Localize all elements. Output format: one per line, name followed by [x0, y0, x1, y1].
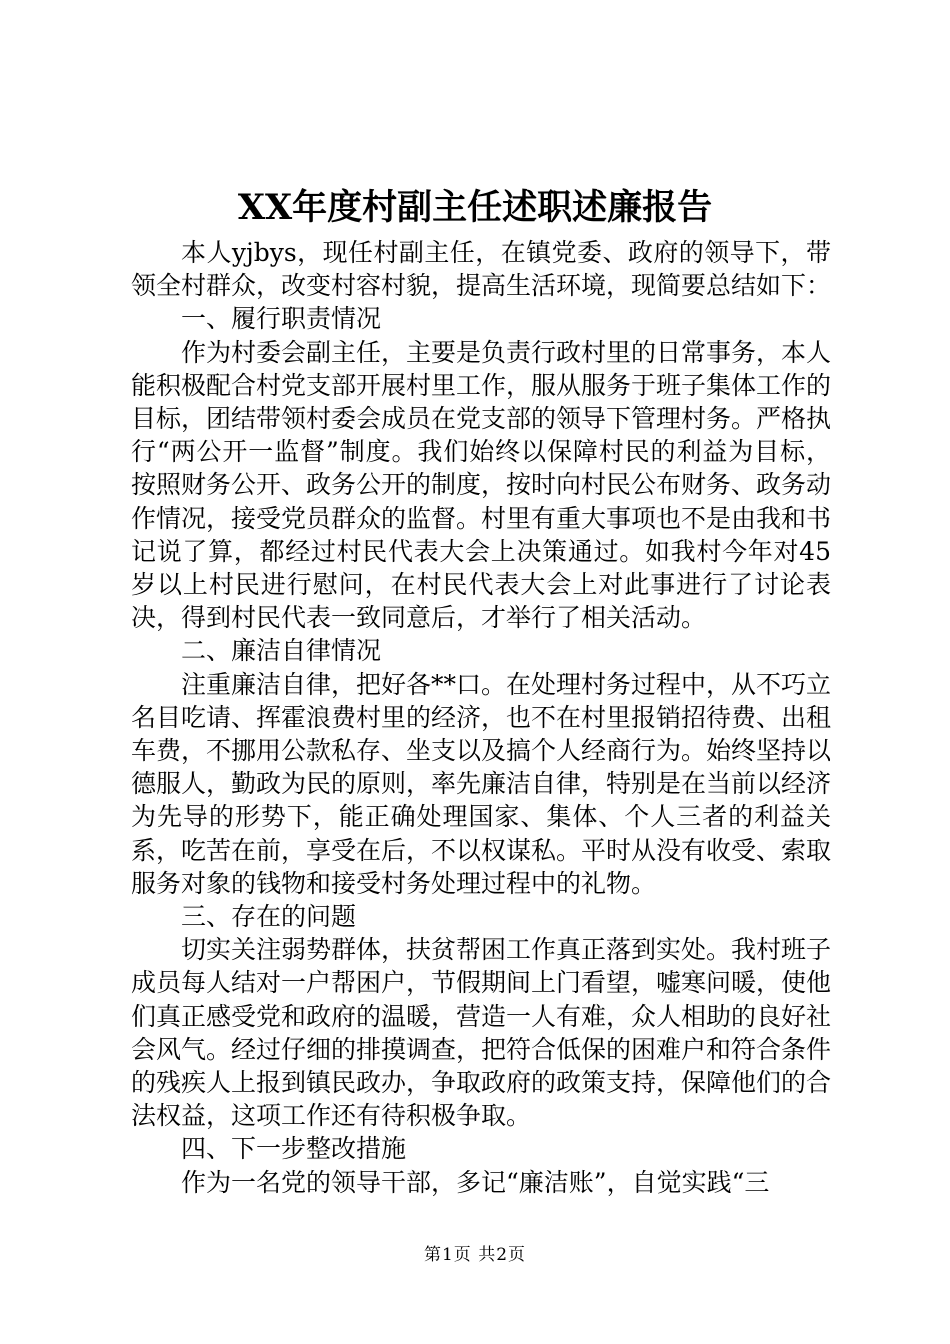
section-paragraph-1: 作为村委会副主任，主要是负责行政村里的日常事务，本人能积极配合村党支部开展村里工作，服从服务于班子集体工作的目标，团结带领村委会成员在党支部的领导下管理村务。严格执行“两公开一监督”制度。我们始终以保障村民的利益为目标，按照财务公开、政务公开的制度，按时向村民公布财务、政务动作情况，接受党员群众的监督。村里有重大事项也不是由我和书记说了算，都经过村民代表大会上决策通过。如我村今年对45岁以上村民进行慰问，在村民代表大会上对此事进行了讨论表决，得到村民代表一致同意后，才举行了相关活动。 — [131, 337, 832, 633]
section-heading-2: 二、廉洁自律情况 — [181, 636, 382, 666]
section-heading-1: 一、履行职责情况 — [181, 304, 382, 334]
section-paragraph-2: 注重廉洁自律，把好各**口。在处理村务过程中，从不巧立名目吃请、挥霍浪费村里的经济，也不在村里报销招待费、出租车费，不挪用公款私存、坐支以及搞个人经商行为。始终坚持以德服人，勤政为民的原则，率先廉洁自律，特别是在当前以经济为先导的形势下，能正确处理国家、集体、个人三者的利益关系，吃苦在前，享受在后，不以权谋私。平时从没有收受、索取服务对象的钱物和接受村务处理过程中的礼物。 — [131, 669, 832, 898]
document-title: XX年度村副主任述职述廉报告 — [237, 187, 713, 228]
intro-paragraph: 本人yjbys，现任村副主任，在镇党委、政府的领导下，带领全村群众，改变村容村貌，提高生活环境，现简要总结如下： — [131, 238, 832, 301]
section-paragraph-4: 作为一名党的领导干部，多记“廉洁账”，自觉实践“三 — [181, 1167, 770, 1197]
document-body — [131, 236, 831, 1199]
section-heading-3: 三、存在的问题 — [181, 902, 357, 932]
section-paragraph-3: 切实关注弱势群体，扶贫帮困工作真正落到实处。我村班子成员每人结对一户帮困户，节假期间上门看望，嘘寒问暖，使他们真正感受党和政府的温暖，营造一人有难，众人相助的良好社会风气。经过仔细的排摸调查，把符合低保的困难户和符合条件的残疾人上报到镇民政办，争取政府的政策支持，保障他们的合法权益，这项工作还有待积极争取。 — [131, 935, 832, 1131]
section-heading-4: 四、下一步整改措施 — [181, 1134, 407, 1164]
page-number-footer: 第1页 共2页 — [423, 1245, 527, 1265]
